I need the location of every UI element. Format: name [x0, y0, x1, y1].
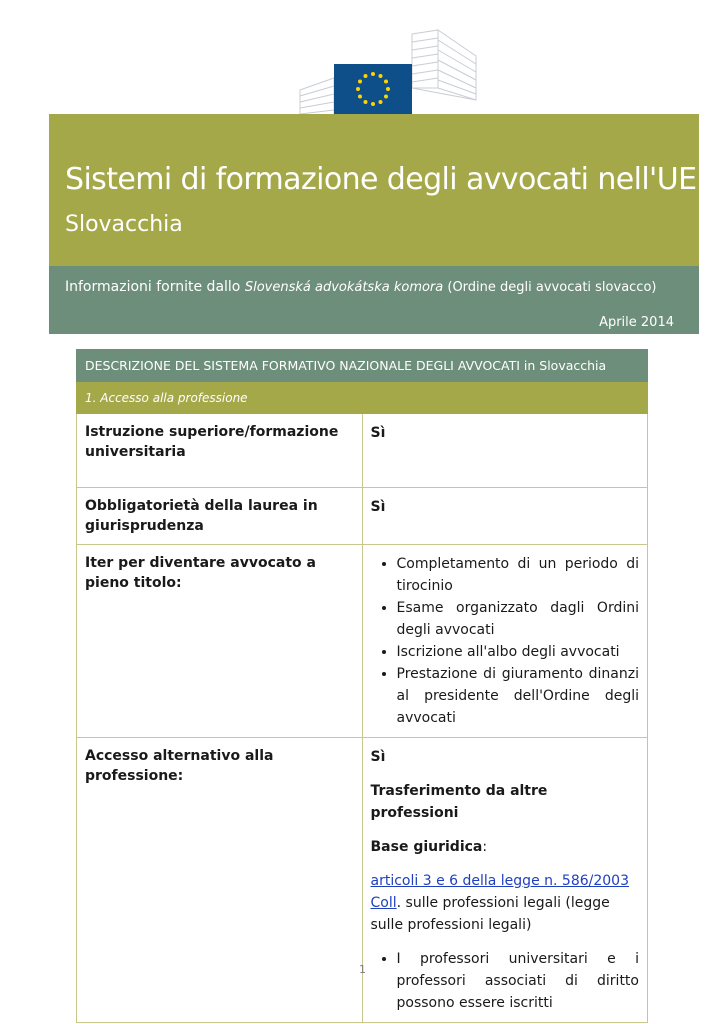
row-value-law-degree [362, 488, 648, 545]
list-item: • I professori universitari e i professori associati di diritto possono essere iscritti [397, 948, 640, 1014]
row-label-path-to-lawyer: Iter per diventare avvocato a pieno titolo: [77, 545, 363, 738]
table-heading-row [77, 350, 648, 382]
table-row [77, 488, 648, 545]
row-value-alternative-access [362, 738, 648, 1023]
page-number: 1 [359, 963, 366, 976]
info-prefix: Informazioni fornite dallo [65, 279, 245, 295]
table-row [77, 545, 648, 738]
training-system-table [76, 349, 648, 1023]
document-subtitle: Slovacchia [65, 212, 183, 237]
info-suffix: (Ordine degli avvocati slovacco) [443, 280, 657, 295]
row-label-alternative-access: Accesso alternativo alla professione: [77, 738, 363, 1023]
eu-flag-icon [334, 64, 412, 116]
value-yes: Sì [370, 425, 386, 441]
row-value-higher-education [362, 414, 648, 488]
alternative-access-list [371, 948, 640, 1014]
transfer-heading: Trasferimento da altre professioni [370, 783, 548, 821]
info-organization: Slovenská advokátska komora [244, 280, 444, 295]
section-row [77, 382, 648, 414]
section-title: 1. Accesso alla professione [77, 382, 648, 414]
table-row [77, 414, 648, 488]
row-label-law-degree: Obbligatorietà della laurea in giurisprudenza [77, 488, 363, 545]
table-heading-caps: DESCRIZIONE DEL SISTEMA FORMATIVO NAZIONALE DEGLI AVVOCATI [85, 358, 520, 373]
law-description: . sulle professioni legali (legge sulle professioni legali) [370, 895, 610, 933]
table-heading [77, 350, 648, 382]
row-value-path-to-lawyer [362, 545, 648, 738]
document-title: Sistemi di formazione degli avvocati nell'UE [65, 162, 697, 197]
document-date: Aprile 2014 [599, 315, 674, 330]
legal-basis-label: Base giuridica [370, 839, 483, 855]
steps-list [371, 553, 640, 729]
table-row [77, 738, 648, 1023]
list-item: • Esame organizzato dagli Ordini degli avvocati [397, 597, 640, 641]
row-label-higher-education: Istruzione superiore/formazione universitaria [77, 414, 363, 488]
value-yes: Sì [370, 749, 386, 765]
source-info [65, 279, 656, 295]
list-item: • Completamento di un periodo di tirocinio [397, 553, 640, 597]
table-heading-country: in Slovacchia [519, 358, 607, 373]
list-item: • Prestazione di giuramento dinanzi al presidente dell'Ordine degli avvocati [397, 663, 640, 729]
value-yes: Sì [370, 499, 386, 515]
law-link[interactable]: articoli 3 e 6 della legge n. 586/2003 Coll [370, 873, 629, 911]
list-item: • Iscrizione all'albo degli avvocati [397, 641, 640, 663]
legal-basis-colon: : [482, 839, 488, 855]
